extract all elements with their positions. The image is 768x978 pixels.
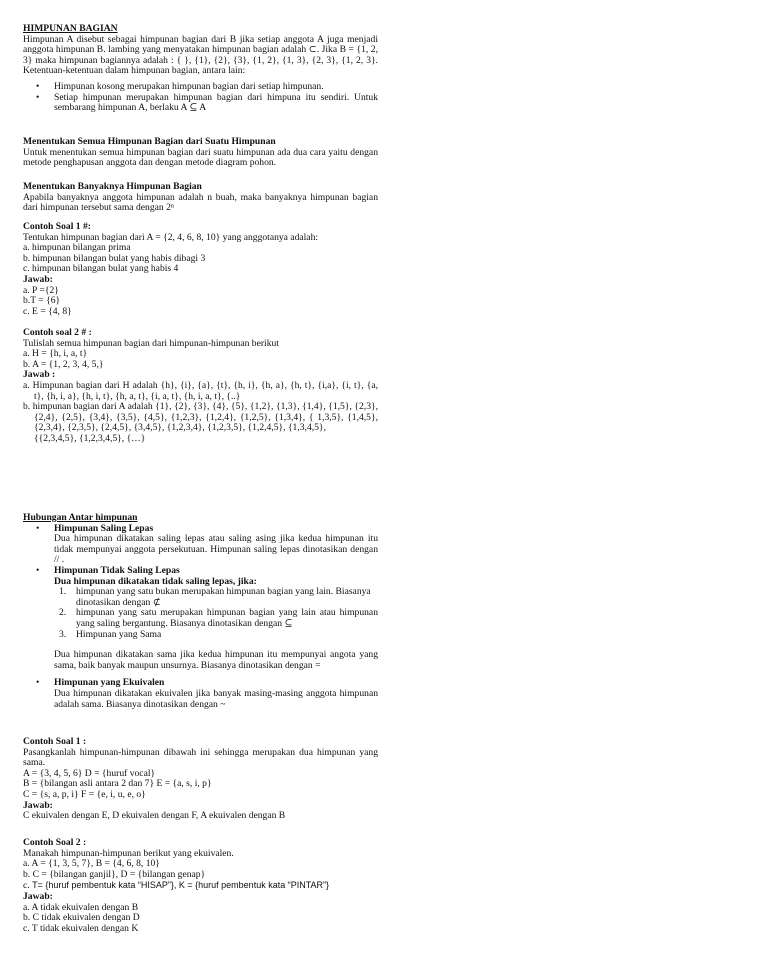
list-item: 1. himpunan yang satu bukan merupakan himpunan bagian yang lain. Biasanya dinotasikan dengan ⊄ [59,586,371,608]
list-item [23,566,378,587]
section-title: Hubungan Antar himpunan [23,512,138,523]
paragraph: Dua himpunan dikatakan sama jika kedua himpunan itu mempunyai angota yang sama, baik banyak maupun unsurnya. Biasanya dinotasikan dengan = [54,649,378,671]
example-3 [23,737,378,822]
conditions-list [23,587,378,640]
answer-line: b. himpunan bagian dari A adalah {1}, {2}, {3}, {4}, {5}, {1,2}, {1,3}, {1,4}, {1,5}, {2,3}, {2,4}, {2,5}, {3,4}, {3,5}, {4,5}, {1,2,3}, {1,2,4}, {1,2,5}, {1,3,4}, { 1,3,5}, {1,4,5}, {2,3,4}, {2,3,5}, {2,4,5}, {3,4,5}, {1,2,3,4}, {1,2,3,5}, {1,2,4,5}, {1,3,4,5}, [23,401,378,434]
paragraph: Apabila banyaknya anggota himpunan adalah n buah, maka banyaknya himpunan bagian dari himpunan tersebut sama dengan 2ⁿ [23,191,378,214]
item-heading: • Himpunan Saling Lepas [54,522,154,534]
answer-line: {{2,3,4,5}, {1,2,3,4,5}, {…} [34,432,146,444]
item-text: Himpunan yang Sama [76,628,162,640]
example-line: C = {s, a, p, i} F = {e, i, u, e, o} [23,788,146,800]
subsection-heading: Menentukan Semua Himpunan Bagian dari Suatu Himpunan [23,136,276,147]
section-himpunan-bagian [23,24,378,114]
example-1 [23,222,378,317]
answer-line: b.T = {6} [23,295,61,307]
example-line: Tulislah semua himpunan bagian dari himpunan-himpunan berikut [23,337,279,349]
item-text: himpunan yang satu bukan merupakan himpunan bagian yang lain. Biasanya dinotasikan dengan ⊄ [76,586,371,608]
example-line: c. himpunan bilangan bulat yang habis 4 [23,263,179,275]
section-hubungan [23,513,378,710]
example-line: A = {3, 4, 5, 6} D = {huruf vocal} [23,767,156,779]
example-title: Contoh Soal 1 : [23,736,87,747]
list-item [23,524,378,566]
relations-list [23,524,378,588]
rules-list [23,82,378,114]
example-line: B = {bilangan asli antara 2 dan 7} E = {a, s, i, p} [23,778,212,790]
example-line: a. H = {h, i, a, t} [23,348,88,360]
example-line: b. himpunan bilangan bulat yang habis dibagi 3 [23,252,206,264]
section-banyaknya [23,182,378,214]
answer-label: Jawab: [23,890,53,902]
answer-label: Jawab: [23,799,53,811]
example-line: a. himpunan bilangan prima [23,242,131,254]
example-line: b. A = {1, 2, 3, 4, 5,} [23,358,104,370]
section-title: HIMPUNAN BAGIAN [23,23,118,34]
example-title: Contoh Soal 2 : [23,837,87,848]
example-line: b. C = {bilangan ganjil}, D = {bilangan genap} [23,868,206,880]
example-2 [23,328,378,445]
item-subheading: Dua himpunan dikatakan tidak saling lepas, jika: [54,575,257,587]
line-text: T= {huruf pembentuk kata “HISAP”}, K = {huruf pembentuk kata “PINTAR”} [32,880,330,891]
answer-line: a. P ={2} [23,284,59,296]
example-question: Manakah himpunan-himpunan berikut yang ekuivalen. [23,847,234,859]
list-item: • Himpunan kosong merupakan himpunan bagian dari setiap himpunan. [23,82,378,93]
answer-line: c. T tidak ekuivalen dengan K [23,922,139,934]
relations-list-2 [23,678,378,710]
paragraph: Untuk menentukan semua himpunan bagian dari suatu himpunan ada dua cara yaitu dengan metode penghapusan anggota dan dengan metode diagram pohon. [23,146,378,169]
answer-line: a. A tidak ekuivalen dengan B [23,901,139,913]
answer-line: c. E = {4, 8} [23,305,72,317]
answer-line: a. Himpunan bagian dari H adalah {h}, {i}, {a}, {t}, {h, i}, {h, a}, {h, t}, {i,a}, {i, t}, {a, t}, {h, i, a}, {h, i, t}, {h, a, t}, {i, a, t}, {h, i, a, t}, {..} [23,379,378,402]
example-question: Pasangkanlah himpunan-himpunan dibawah ini sehingga merupakan dua himpunan yang sama. [23,746,378,769]
example-line: a. A = {1, 3, 5, 7}, B = {4, 6, 8, 10} [23,858,160,870]
list-item: 2. himpunan yang satu merupakan himpunan bagian yang lain atau himpunan yang saling bergantung. Biasanya dinotasikan dengan ⊆ [59,607,378,629]
section-menentukan-semua [23,137,378,169]
answer-line: C ekuivalen dengan E, D ekuivalen dengan F, A ekuivalen dengan B [23,810,286,822]
item-text: himpunan yang satu merupakan himpunan bagian yang lain atau himpunan yang saling bergantung. Biasanya dinotasikan dengan ⊆ [76,607,378,629]
example-title: Contoh soal 2 # : [23,327,92,338]
paragraph-definition: Himpunan A disebut sebagai himpunan bagian dari B jika setiap anggota A juga menjadi anggota himpunan B. lambing yang menyatakan himpunan bagian adalah ⊂. Jika B = {1, 2, 3} maka himpunan bagiannya adalah : { }, {1}, {2}, {3}, {1, 2}, {1, 3}, {2, 3}, {1, 2, 3}. Ketentuan-ketentuan dalam himpunan bagian, antara lain: [23,33,378,77]
list-item: 3. Himpunan yang Sama [59,628,162,640]
line-prefix: c. [23,880,33,892]
subsection-heading: Menentukan Banyaknya Himpunan Bagian [23,181,202,192]
answer-label: Jawab : [23,369,56,381]
example-4 [23,838,378,934]
list-item: • Setiap himpunan merupakan himpunan bagian dari himpuna itu sendiri. Untuk sembarang himpunan A, berlaku A ⊆ A [23,93,378,114]
answer-label: Jawab: [23,273,53,285]
item-heading: • Himpunan yang Ekuivalen [54,677,165,689]
example-title: Contoh Soal 1 #: [23,221,91,232]
example-line: Tentukan himpunan bagian dari A = {2, 4, 6, 8, 10} yang anggotanya adalah: [23,231,319,243]
example-line [23,880,378,892]
item-heading: • Himpunan Tidak Saling Lepas [54,564,180,576]
answer-line: b. C tidak ekuivalen dengan D [23,912,140,924]
item-text: Dua himpunan dikatakan saling lepas atau saling asing jika kedua himpunan itu tidak mempunyai anggota persekutuan. Himpunan saling lepas dinotasikan dengan // . [54,533,378,566]
list-item [23,678,378,710]
item-text: Dua himpunan dikatakan ekuivalen jika banyak masing-masing anggota himpunan adalah sama. Biasanya dinotasikan dengan ~ [54,687,378,710]
